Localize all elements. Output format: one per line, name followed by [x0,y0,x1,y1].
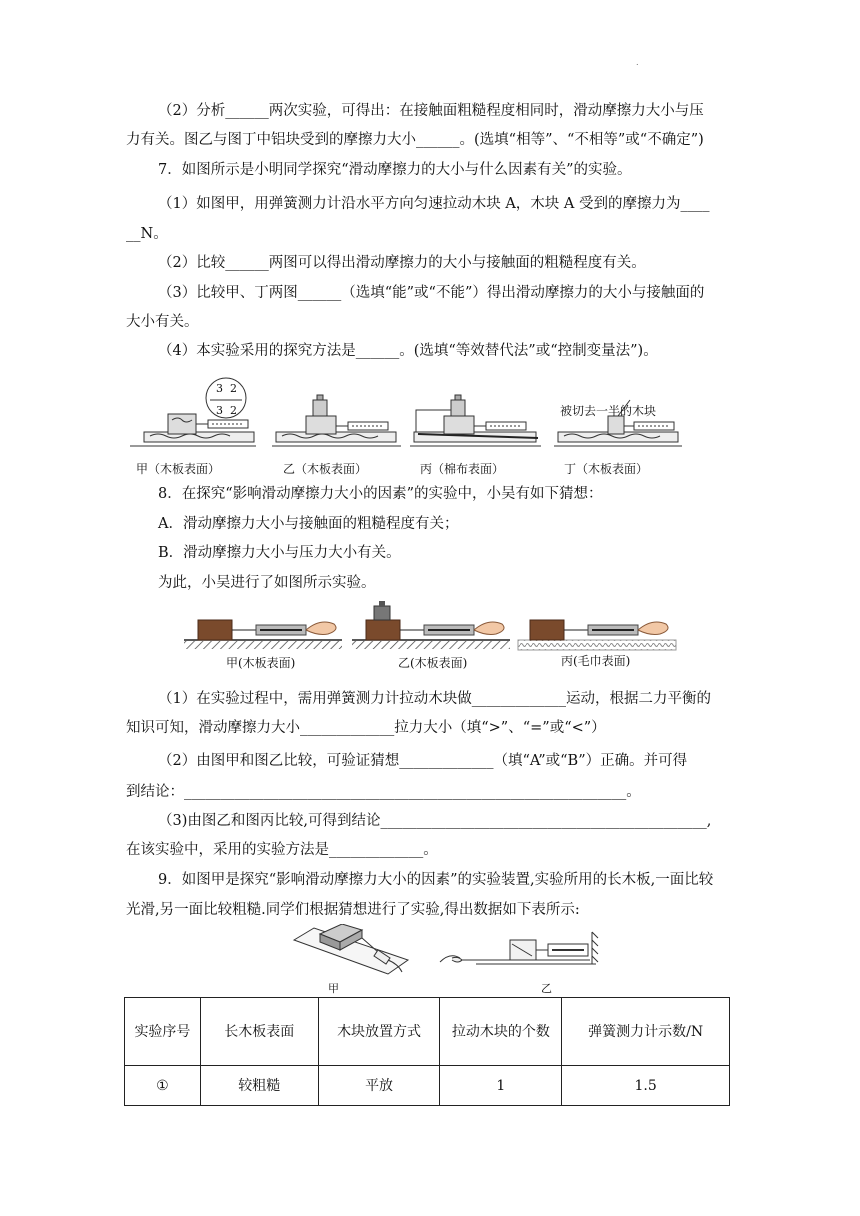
fig7-setup-a [130,378,256,446]
fig7-caption-b: 乙（木板表面） [283,462,368,476]
table-header: 弹簧测力计示数/N [562,998,730,1066]
fig8-setup-c [518,620,676,650]
text-line: （2）比较______两图可以得出滑动摩擦力的大小与接触面的粗糙程度有关。 [158,255,646,271]
table-row [125,1066,730,1106]
scale-digit: 2 [230,382,237,395]
text-line: （1）如图甲，用弹簧测力计沿水平方向匀速拉动木块 A，木块 A 受到的摩擦力为____ [158,196,710,212]
fig9-setup-b [440,932,598,964]
fig9-setup-a [294,924,408,974]
fig7-caption-a: 甲（木板表面） [136,462,221,476]
hypothesis-a: A．滑动摩擦力大小与接触面的粗糙程度有关； [158,516,459,532]
hypothesis-b: B．滑动摩擦力大小与压力大小有关。 [158,545,401,561]
table-cell: 1 [440,1066,562,1106]
fig8-caption-b: 乙(木板表面) [398,656,468,670]
table-cell: ① [125,1066,201,1106]
fig7-note: 被切去一半的木块 [560,404,657,418]
text-line: （1）在实验过程中，需用弹簧测力计拉动木块做_____________运动，根据二力平衡的 [158,691,711,707]
text-line: （2）分析______两次实验，可得出：在接触面粗糙程度相同时，滑动摩擦力大小与压 [158,103,704,119]
text-line: 到结论：_____________________________________________________________。 [126,784,641,800]
scale-digit: 3 [216,404,223,417]
scale-digit: 2 [230,404,237,417]
text-line: （2）由图甲和图乙比较，可验证猜想_____________（填“A”或“B”）正确。并可得 [158,753,688,769]
fig8-setup-b [352,601,510,649]
table-header: 木块放置方式 [318,998,440,1066]
question-9: 9．如图甲是探究“影响滑动摩擦力大小的因素”的实验装置,实验所用的长木板,一面比较 [158,872,714,888]
fig7-caption-c: 丙（棉布表面） [420,462,505,476]
fig7-setup-b [272,395,401,446]
fig8-setup-a [184,620,342,649]
header-mark: . [636,58,639,67]
text-line: 力有关。图乙与图丁中铝块受到的摩擦力大小______。(选填“相等”、“不相等”或“不确定”) [126,132,704,148]
text-line: 大小有关。 [126,314,199,330]
text-line: 知识可知，滑动摩擦力大小_____________拉力大小（填“>”、“=”或“<”） [126,720,606,736]
text-line: __N。 [126,226,168,242]
text-line: 为此，小吴进行了如图所示实验。 [158,575,376,591]
text-line: 光滑,另一面比较粗糙.同学们根据猜想进行了实验,得出数据如下表所示: [126,902,580,918]
text-line: （4）本实验采用的探究方法是______。(选填“等效替代法”或“控制变量法”)。 [158,343,658,359]
fig7-setup-c [410,395,541,446]
table-header: 实验序号 [125,998,201,1066]
text-line: （3）比较甲、丁两图______（选填“能”或“不能”）得出滑动摩擦力的大小与接触面的 [158,285,705,301]
question-8: 8．在探究“影响滑动摩擦力大小的因素”的实验中，小吴有如下猜想： [158,486,603,502]
fig9-caption-a: 甲 [328,982,339,995]
table-cell: 1.5 [562,1066,730,1106]
table-header: 拉动木块的个数 [440,998,562,1066]
fig7-caption-d: 丁（木板表面） [564,462,649,476]
scale-digit: 3 [216,382,223,395]
table-header: 长木板表面 [200,998,318,1066]
figure-9-diagram [290,924,600,976]
fig8-caption-c: 丙(毛巾表面) [561,654,631,668]
data-table [124,997,730,1106]
table-cell: 平放 [318,1066,440,1106]
table-cell: 较粗糙 [200,1066,318,1106]
table-header-row [125,998,730,1066]
text-line: （3)由图乙和图丙比较,可得到结论_____________________________________________, [158,813,712,829]
question-7: 7．如图所示是小明同学探究“滑动摩擦力的大小与什么因素有关”的实验。 [158,162,632,178]
fig9-caption-b: 乙 [541,982,552,995]
text-line: 在该实验中，采用的实验方法是_____________。 [126,842,438,858]
fig8-caption-a: 甲(木板表面) [226,656,296,670]
